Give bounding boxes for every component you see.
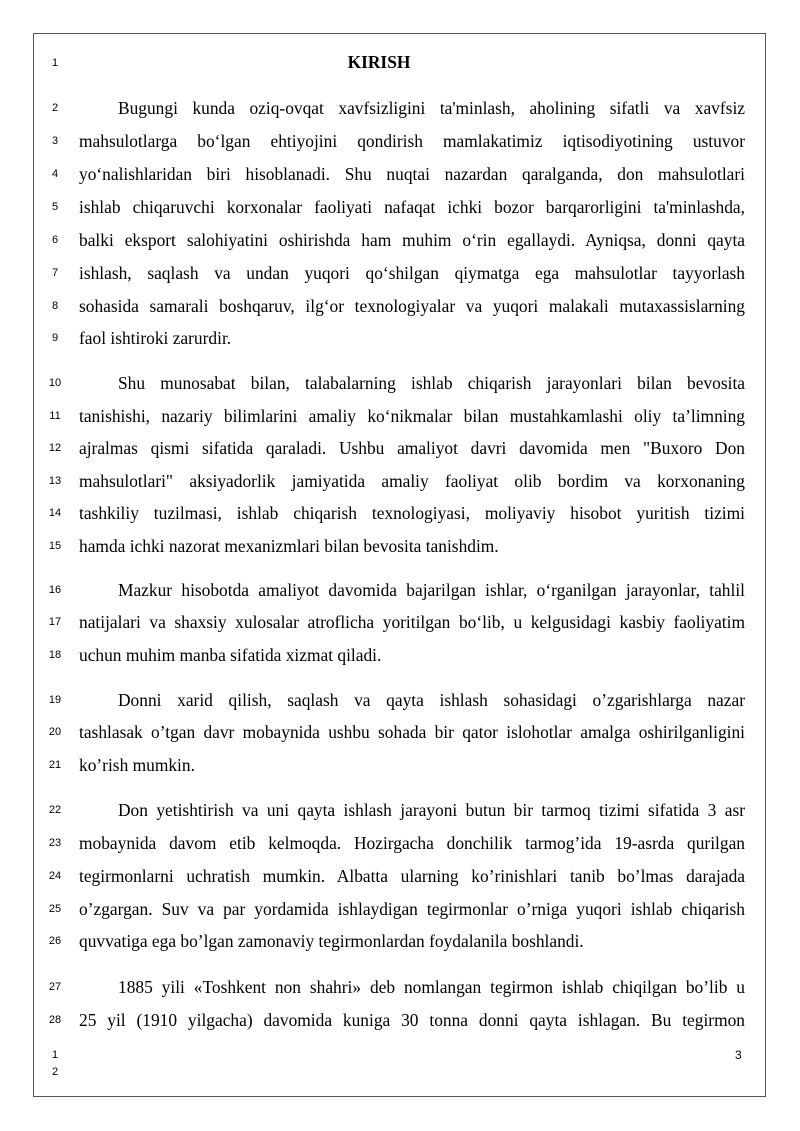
line-number: 20	[48, 726, 62, 738]
text-line: tashlasak o’tgan davr mobaynida ushbu sohada bir qator islohotlar amalga oshirilganligini	[79, 722, 745, 742]
text-line: mahsulotlari" aksiyadorlik jamiyatida amaliy faoliyat olib bordim va korxonaning	[79, 471, 745, 491]
text-line: ajralmas qismi sifatida qaraladi. Ushbu amaliyot davri davomida men "Buxoro Don	[79, 438, 745, 458]
text-line: mobaynida davom etib kelmoqda. Hozirgacha donchilik tarmog’ida 19-asrda qurilgan	[79, 833, 745, 853]
line-number: 7	[51, 267, 59, 279]
line-number: 4	[51, 168, 59, 180]
line-number: 2	[51, 102, 59, 114]
text-line: Don yetishtirish va uni qayta ishlash jarayoni butun bir tarmoq tizimi sifatida 3 asr	[118, 800, 745, 820]
text-line: faol ishtiroki zarurdir.	[79, 328, 232, 348]
text-line: o’zgargan. Suv va par yordamida ishlaydigan tegirmonlar o’rniga yuqori ishlab chiqarish	[79, 899, 745, 919]
text-line: ko’rish mumkin.	[79, 755, 195, 775]
text-line: 1885 yili «Toshkent non shahri» deb nomlangan tegirmon ishlab chiqilgan bo’lib u	[118, 977, 745, 997]
text-line: sohasida samarali boshqaruv, ilg‘or texnologiyalar va yuqori malakali mutaxassislarning	[79, 296, 745, 316]
line-number: 9	[51, 332, 59, 344]
line-number: 24	[48, 870, 62, 882]
text-line: Donni xarid qilish, saqlash va qayta ishlash sohasidagi o’zgarishlarga nazar	[118, 690, 745, 710]
footer-line-number: 1	[51, 1049, 59, 1061]
text-line: Shu munosabat bilan, talabalarning ishlab chiqarish jarayonlari bilan bevosita	[118, 373, 745, 393]
footer-line-number: 2	[51, 1066, 59, 1078]
line-number: 25	[48, 903, 62, 915]
text-line: natijalari va shaxsiy xulosalar atroflicha yoritilgan bo‘lib, u kelgusidagi kasbiy faoliyatim	[79, 612, 745, 632]
line-number: 21	[48, 759, 62, 771]
line-number: 17	[48, 616, 62, 628]
text-line: 25 yil (1910 yilgacha) davomida kuniga 30 tonna donni qayta ishlagan. Bu tegirmon	[79, 1010, 745, 1030]
line-number: 28	[48, 1014, 62, 1026]
line-number: 12	[48, 442, 62, 454]
page-number: 3	[735, 1048, 742, 1062]
line-number: 1	[51, 57, 59, 69]
line-number: 26	[48, 935, 62, 947]
line-number: 16	[48, 584, 62, 596]
text-line: tashkiliy tuzilmasi, ishlab chiqarish texnologiyasi, moliyaviy hisobot yuritish tizimi	[79, 503, 745, 523]
line-number: 11	[49, 410, 61, 422]
text-line: Bugungi kunda oziq-ovqat xavfsizligini ta'minlash, aholining sifatli va xavfsiz	[118, 98, 745, 118]
line-number: 13	[48, 475, 62, 487]
text-line: tegirmonlarni uchratish mumkin. Albatta ularning ko’rinishlari tanib bo’lmas darajada	[79, 866, 745, 886]
line-number: 10	[48, 377, 62, 389]
text-line: ishlab chiqaruvchi korxonalar faoliyati nafaqat ichki bozor barqarorligini ta'minlashda,	[79, 197, 745, 217]
text-line: mahsulotlarga bo‘lgan ehtiyojini qondirish mamlakatimiz iqtisodiyotining ustuvor	[79, 131, 745, 151]
line-number: 19	[48, 694, 62, 706]
text-line: Mazkur hisobotda amaliyot davomida bajarilgan ishlar, o‘rganilgan jarayonlar, tahlil	[118, 580, 745, 600]
text-line: quvvatiga ega bo’lgan zamonaviy tegirmonlardan foydalanila boshlandi.	[79, 931, 584, 951]
line-number: 8	[51, 300, 59, 312]
line-number: 3	[51, 135, 59, 147]
line-number: 23	[48, 837, 62, 849]
text-line: uchun muhim manba sifatida xizmat qiladi.	[79, 645, 382, 665]
text-line: hamda ichki nazorat mexanizmlari bilan bevosita tanishdim.	[79, 536, 499, 556]
line-number: 27	[48, 981, 62, 993]
line-number: 22	[48, 804, 62, 816]
line-number: 14	[48, 507, 62, 519]
line-number: 6	[51, 234, 59, 246]
line-number: 18	[48, 649, 62, 661]
text-line: yo‘nalishlaridan biri hisoblanadi. Shu nuqtai nazardan qaralganda, don mahsulotlari	[79, 164, 745, 184]
line-number: 15	[48, 540, 62, 552]
text-line: tanishishi, nazariy bilimlarini amaliy ko‘nikmalar bilan mustahkamlashi oliy ta’limning	[79, 406, 745, 426]
section-title: KIRISH	[347, 52, 411, 72]
text-line: ishlash, saqlash va undan yuqori qo‘shilgan qiymatga ega mahsulotlar tayyorlash	[79, 263, 745, 283]
line-number: 5	[51, 201, 59, 213]
text-line: balki eksport salohiyatini oshirishda ham muhim o‘rin egallaydi. Ayniqsa, donni qayta	[79, 230, 745, 250]
